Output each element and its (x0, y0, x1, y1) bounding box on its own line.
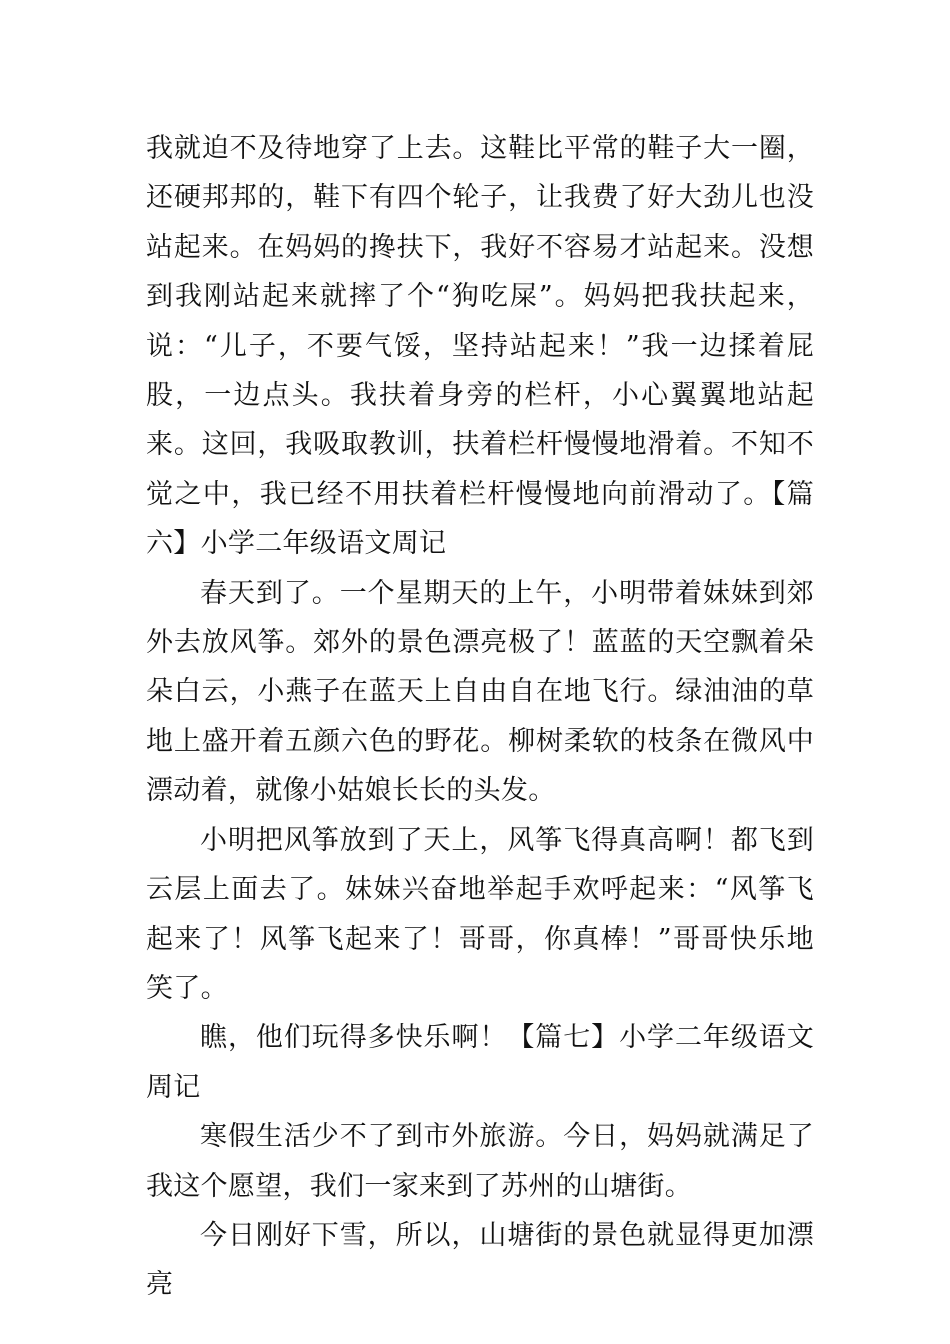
document-body (146, 124, 814, 1310)
paragraph-kite: 小明把风筝放到了天上，风筝飞得真高啊！都飞到云层上面去了。妹妹兴奋地举起手欢呼起来：“风筝飞起来了！风筝飞起来了！哥哥，你真棒！”哥哥快乐地笑了。 (146, 824, 814, 1004)
paragraph-continued: 我就迫不及待地穿了上去。这鞋比平常的鞋子大一圈，还硬邦邦的，鞋下有四个轮子，让我费了好大劲儿也没站起来。在妈妈的搀扶下，我好不容易才站起来。没想到我刚站起来就摔了个“狗吃屎”。妈妈把我扶起来，说：“儿子，不要气馁，坚持站起来！”我一边揉着屁股，一边点头。我扶着身旁的栏杆，小心翼翼地站起来。这回，我吸取教训，扶着栏杆慢慢地滑着。不知不觉之中，我已经不用扶着栏杆慢慢地向前滑动了。【篇六】小学二年级语文周记 (146, 133, 814, 560)
paragraph-snow: 今日刚好下雪，所以，山塘街的景色就显得更加漂亮 (146, 1219, 814, 1301)
paragraph-winter-trip: 寒假生活少不了到市外旅游。今日，妈妈就满足了我这个愿望，我们一家来到了苏州的山塘街。 (146, 1121, 814, 1202)
paragraph-happy: 瞧，他们玩得多快乐啊！【篇七】小学二年级语文周记 (146, 1022, 814, 1103)
paragraph-spring: 春天到了。一个星期天的上午，小明带着妹妹到郊外去放风筝。郊外的景色漂亮极了！蓝蓝的天空飘着朵朵白云，小燕子在蓝天上自由自在地飞行。绿油油的草地上盛开着五颜六色的野花。柳树柔软的枝条在微风中漂动着，就像小姑娘长长的头发。 (146, 577, 814, 807)
